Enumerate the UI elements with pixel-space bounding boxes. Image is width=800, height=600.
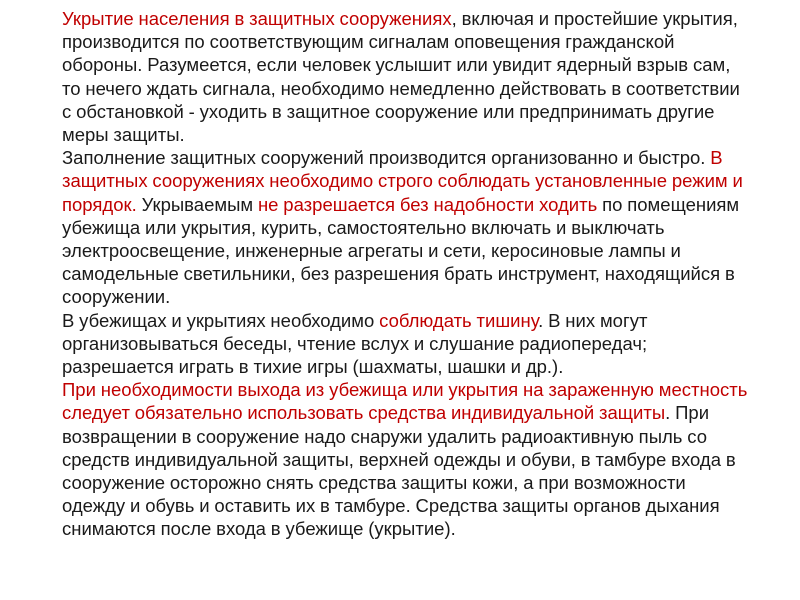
body-text: . При возвращении в сооружение надо снаружи удалить радиоактивную пыль со средств индивидуальной защиты, верхней одежды и обуви, в тамбуре входа в сооружение осторожно снять средства защиты кожи, а при возможности одежду и обувь и оставить их в тамбуре. Средства защиты органов дыхания снимаются после входа в убежище (укрытие).	[62, 402, 736, 540]
paragraph-exit-protection	[62, 378, 752, 540]
highlight-text: Укрытие населения в защитных сооружениях	[62, 8, 452, 29]
highlight-text: не разрешается без надобности ходить	[257, 193, 598, 215]
paragraph-silence	[62, 309, 752, 379]
body-text: Укрываемым	[136, 193, 258, 215]
body-text: В убежищах и укрытиях необходимо	[62, 309, 380, 331]
paragraph-shelter-signals	[62, 7, 752, 146]
body-text: Заполнение защитных сооружений производится организованно и быстро.	[62, 147, 711, 169]
highlight-text: соблюдать тишину	[379, 309, 539, 331]
paragraph-shelter-rules	[62, 146, 752, 308]
body-text: . В них могут организовываться беседы, чтение вслух и слушание радиопередач; разрешается играть в тихие игры (шахматы, шашки и др.).	[62, 309, 648, 378]
highlight-text: При необходимости выхода из убежища или укрытия на зараженную местность следует обязательно использовать средства индивидуальной защиты	[62, 379, 748, 424]
highlight-text: В защитных сооруженияx необходимо строго соблюдать установленные режим и порядок.	[62, 147, 743, 215]
text-block	[62, 7, 752, 541]
body-text: , включая и простейшие укрытия, производится по соответствующим сигналам оповещения гражданской обороны. Разумеется, если человек услышит или увидит ядерный взрыв сам, то нечего ждать сигнала, необходимо немедленно действовать в соответствии с обстановкой - уходить в защитное сооружение или предпринимать другие меры защиты.	[62, 8, 740, 146]
body-text: по помещениям убежища или укрытия, курить, самостоятельно включать и выключать электроосвещение, инженерные агрегаты и сети, керосиновые лампы и самодельные светильники, без разрешения брать инструмент, находящийся в сооружении.	[62, 193, 740, 308]
